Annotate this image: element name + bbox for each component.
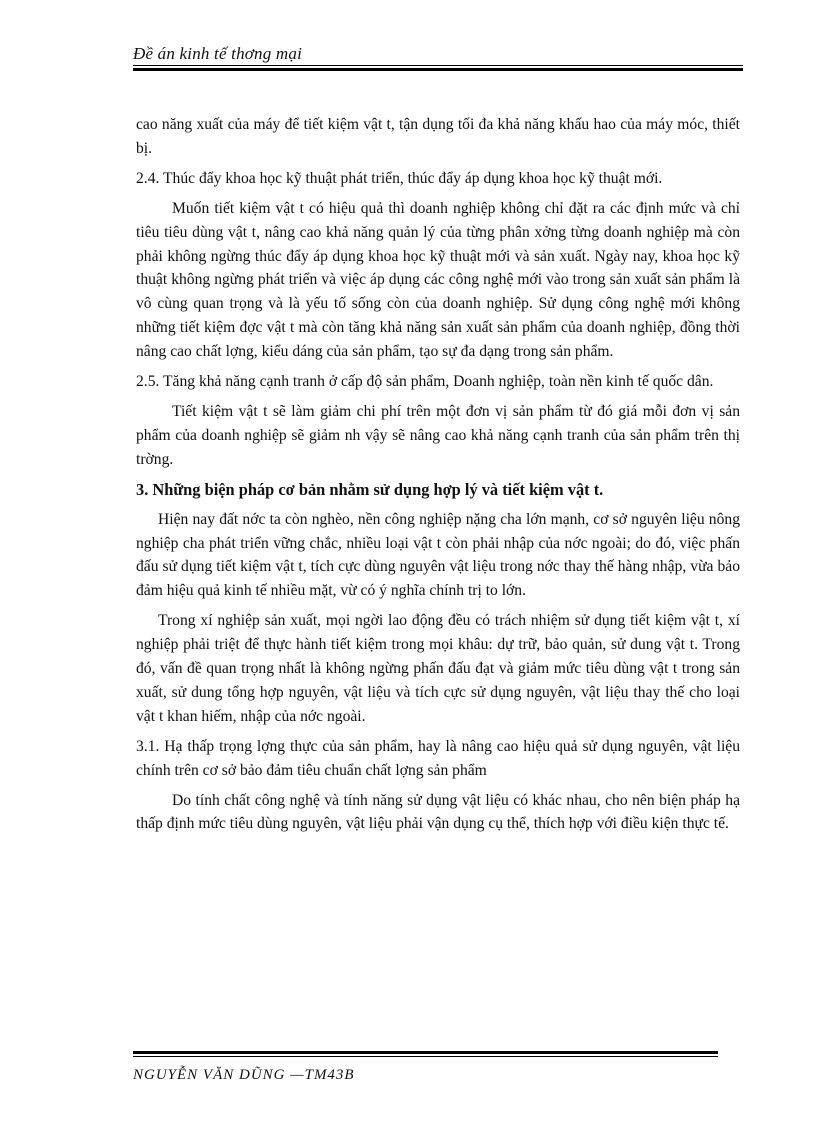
page-header	[133, 44, 743, 71]
section-heading-3: 3. Những biện pháp cơ bản nhằm sử dụng hợp lý và tiết kiệm vật t.	[136, 479, 604, 499]
paragraph: Do tính chất công nghệ và tính năng sử dụng vật liệu có khác nhau, cho nên biện pháp hạ thấp định mức tiêu dùng nguyên, vật liệu phải vận dụng cụ thể, thích hợp với điều kiện thực tế.	[136, 791, 740, 833]
paragraph: Muốn tiết kiệm vật t có hiệu quả thì doanh nghiệp không chỉ đặt ra các định mức và chỉ tiêu tiêu dùng vật t, nâng cao khả năng quản lý của từng phân xởng từng doanh nghiệp mà còn phải không ngừng thúc đẩy áp dụng khoa học kỹ thuật mới và sản xuất. Ngày nay, khoa học kỹ thuật không ngừng phát triển và việc áp dụng các công nghệ mới vào trong sản xuất sản phẩm là vô cùng quan trọng và là yếu tố sống còn của doanh nghiệp. Sử dụng công nghệ mới không những tiết kiệm đợc vật t mà còn tăng khả năng sản xuất sản phẩm của doanh nghiệp, đồng thời nâng cao chất lợng, kiểu dáng của sản phẩm, tạo sự đa dạng trong sản phẩm.	[136, 199, 740, 361]
footer-rule-thin	[133, 1056, 718, 1057]
header-rule-thick	[133, 68, 743, 71]
footer-author: NGUYỄN VĂN DŨNG —TM43B	[133, 1067, 355, 1083]
page-footer	[133, 1051, 718, 1084]
section-heading-3-1: 3.1. Hạ thấp trọng lợng thực của sản phẩm, hay là nâng cao hiệu quả sử dụng nguyên, vật liệu chính trên cơ sở bảo đảm tiêu chuẩn chất lợng sản phẩm	[136, 737, 740, 779]
footer-rule-thick	[133, 1051, 718, 1054]
paragraph: Hiện nay đất nớc ta còn nghèo, nền công nghiệp nặng cha lớn mạnh, cơ sở nguyên liệu nông nghiệp cha phát triển vững chắc, nhiều loại vật t còn phải nhập của nớc ngoài; do đó, việc phấn đấu sử dụng tiết kiệm vật t, tích cực dùng nguyên vật liệu trong nớc thay thế hàng nhập, vừa bảo đảm hiệu quả kinh tế nhiều mặt, vừ có ý nghĩa chính trị to lớn.	[136, 510, 740, 600]
section-heading-2-5: 2.5. Tăng khả năng cạnh tranh ở cấp độ sản phẩm, Doanh nghiệp, toàn nền kinh tế quốc dân.	[136, 373, 714, 391]
document-body	[136, 113, 740, 842]
header-rule-thin	[133, 65, 743, 66]
paragraph: Trong xí nghiệp sản xuất, mọi ngời lao động đều có trách nhiệm sử dụng tiết kiệm vật t, xí nghiệp phải triệt để thực hành tiết kiệm trong mọi khâu: dự trữ, bảo quản, sử dung vật t. Trong đó, vấn đề quan trọng nhất là không ngừng phấn đấu đạt và giảm mức tiêu dùng vật t trong sản xuất, sử dung tổng hợp nguyên, vật liệu và tích cực sử dụng nguyên, vật liệu thay thế cho loại vật t khan hiếm, nhập của nớc ngoài.	[136, 612, 740, 725]
paragraph: Tiết kiệm vật t sẽ làm giảm chi phí trên một đơn vị sản phẩm từ đó giá mỗi đơn vị sản phẩm của doanh nghiệp sẽ giảm nh vậy sẽ nâng cao khả năng cạnh tranh của sản phẩm trên thị trờng.	[136, 402, 740, 468]
paragraph: cao năng xuất của máy để tiết kiệm vật t, tận dụng tối đa khả năng khấu hao của máy móc, thiết bị.	[136, 116, 740, 157]
section-heading-2-4: 2.4. Thúc đẩy khoa học kỹ thuật phát triển, thúc đẩy áp dụng khoa học kỹ thuật mới.	[136, 169, 663, 187]
header-title: Đề án kinh tế thơng mại	[133, 44, 303, 63]
